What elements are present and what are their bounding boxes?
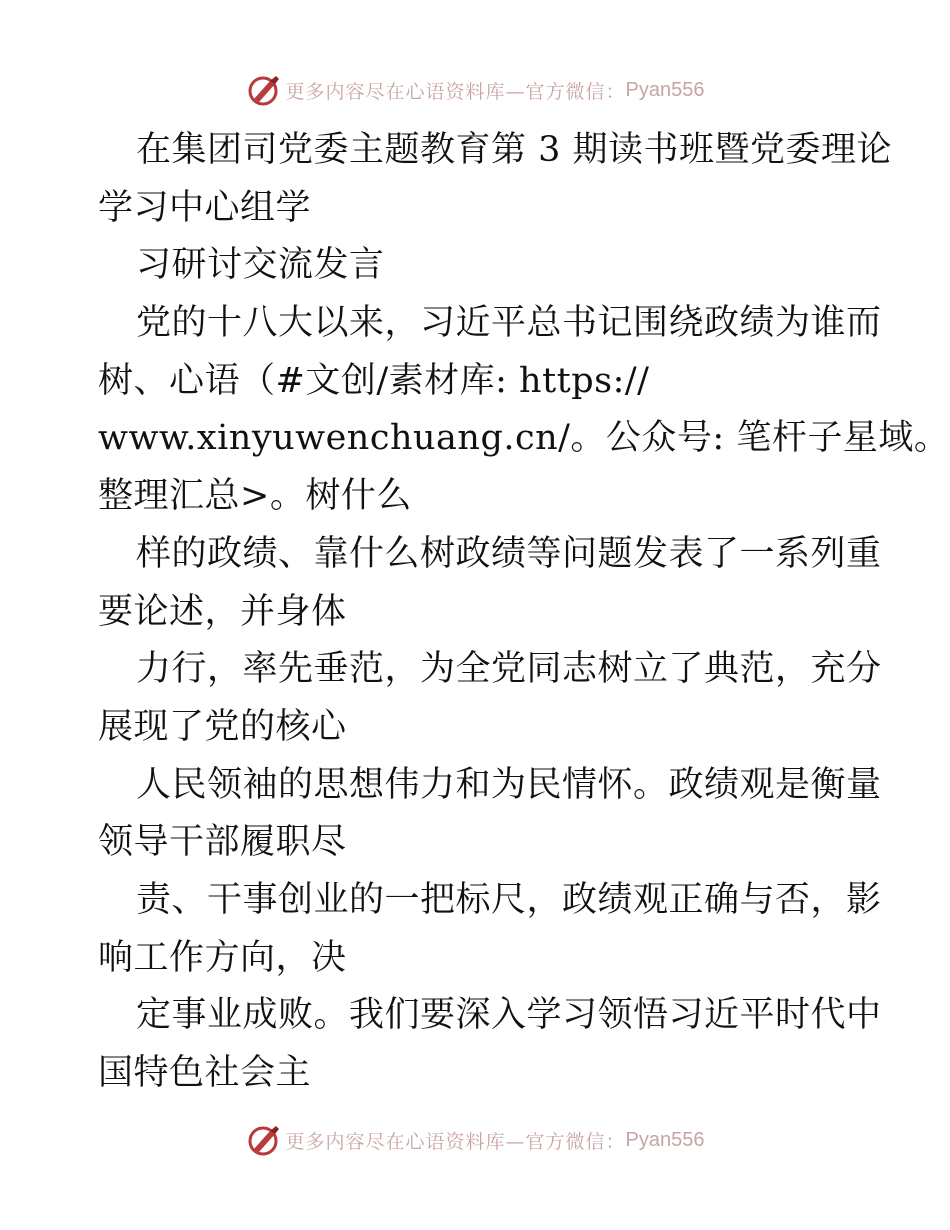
- watermark-text: 更多内容尽在心语资料库—官方微信：: [285, 1130, 626, 1153]
- doc-line: 人民领袖的思想伟力和为民情怀。政绩观是衡量: [136, 764, 882, 805]
- doc-line: 领导干部履职尽: [98, 822, 347, 863]
- header-watermark-banner: [0, 70, 950, 110]
- doc-line: 责、干事创业的一把标尺，政绩观正确与否，影: [136, 879, 882, 920]
- doc-line: 要论述，并身体: [98, 591, 347, 632]
- doc-line: www.xinyuwenchuang.cn/。公众号: 笔杆子星域。: [98, 418, 950, 459]
- doc-line: 力行，率先垂范，为全党同志树立了典范，充分: [136, 649, 882, 690]
- doc-line: 样的政绩、靠什么树政绩等问题发表了一系列重: [136, 533, 882, 574]
- doc-line: 定事业成败。我们要深入学习领悟习近平时代中: [136, 995, 882, 1036]
- doc-line: 国特色社会主: [98, 1053, 312, 1093]
- document-body: [98, 122, 950, 1103]
- doc-line: 习研讨交流发言: [136, 245, 385, 286]
- wechat-id: Pyan556: [625, 1128, 705, 1151]
- doc-line: 响工作方向，决: [98, 937, 347, 978]
- doc-line: 整理汇总>。树什么: [98, 476, 412, 517]
- doc-line: 学习中心组学: [98, 187, 312, 228]
- watermark-text: 更多内容尽在心语资料库—官方微信：: [285, 80, 626, 103]
- pen-logo-icon: [246, 1123, 282, 1157]
- pen-logo-icon: [246, 73, 282, 107]
- doc-line: 在集团司党委主题教育第 3 期读书班暨党委理论: [136, 130, 893, 170]
- doc-line: 党的十八大以来，习近平总书记围绕政绩为谁而: [136, 303, 882, 344]
- doc-line: 展现了党的核心: [98, 706, 347, 747]
- wechat-id: Pyan556: [625, 78, 705, 101]
- footer-watermark-banner: [0, 1120, 950, 1160]
- doc-line: 树、心语（#文创/素材库: https://: [98, 360, 650, 401]
